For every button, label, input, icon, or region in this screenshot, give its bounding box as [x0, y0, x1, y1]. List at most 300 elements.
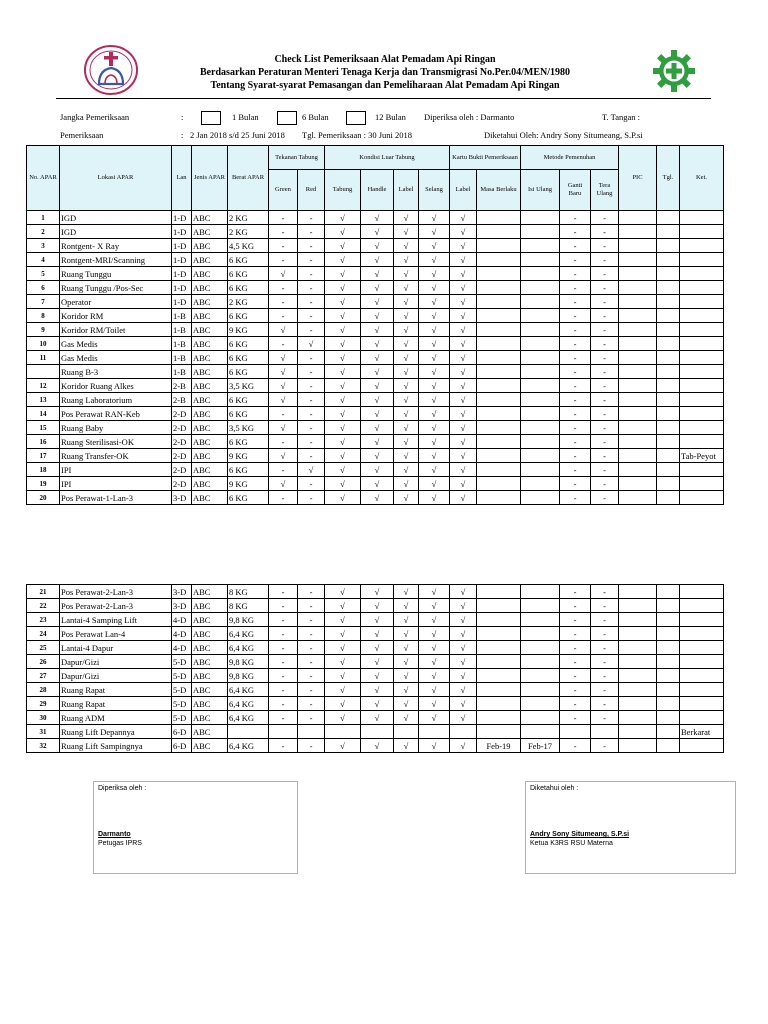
- diketahui-oleh: Diketahui Oleh: Andry Sony Situmeang, S.P.si: [484, 130, 643, 140]
- row-masa-berlaku: [477, 379, 521, 393]
- table-row: [27, 253, 724, 267]
- row-tgl: [657, 225, 680, 239]
- row-ket: [680, 295, 724, 309]
- row-pic: [619, 449, 657, 463]
- row-lokasi: Dapur/Gizi: [60, 669, 172, 683]
- tgl-pemeriksaan: Tgl. Pemeriksaan : 30 Juni 2018: [302, 130, 413, 140]
- row-ganti-baru: -: [560, 267, 591, 281]
- title-divider: [56, 98, 711, 99]
- row-pic: [619, 211, 657, 225]
- row-tabung: √: [325, 613, 361, 627]
- row-ganti-baru: -: [560, 365, 591, 379]
- row-lan: 5-D: [172, 683, 192, 697]
- table-row: [27, 295, 724, 309]
- row-tgl: [657, 739, 680, 753]
- row-masa-berlaku: [477, 683, 521, 697]
- row-kartu-label: √: [450, 337, 477, 351]
- row-ganti-baru: -: [560, 407, 591, 421]
- row-ket: [680, 211, 724, 225]
- row-ket: [680, 463, 724, 477]
- row-jenis: ABC: [192, 477, 228, 491]
- row-jenis: ABC: [192, 599, 228, 613]
- row-tera-ulang: -: [591, 337, 619, 351]
- row-tabung: √: [325, 365, 361, 379]
- row-tera-ulang: -: [591, 225, 619, 239]
- row-red: -: [298, 267, 325, 281]
- row-lokasi: Lantai-4 Samping Lift: [60, 613, 172, 627]
- row-isi-ulang: [521, 393, 560, 407]
- row-masa-berlaku: [477, 641, 521, 655]
- row-lokasi: Ruang Rapat: [60, 683, 172, 697]
- row-pic: [619, 683, 657, 697]
- row-label: √: [394, 739, 419, 753]
- row-label: √: [394, 599, 419, 613]
- row-tera-ulang: -: [591, 267, 619, 281]
- row-handle: √: [361, 421, 394, 435]
- row-berat: 9 KG: [228, 449, 269, 463]
- row-tgl: [657, 351, 680, 365]
- row-tabung: √: [325, 281, 361, 295]
- row-kartu-label: √: [450, 365, 477, 379]
- row-green: -: [269, 613, 298, 627]
- checkbox-6-bulan[interactable]: [277, 111, 297, 125]
- row-red: -: [298, 449, 325, 463]
- row-red: √: [298, 337, 325, 351]
- row-lan: 1-D: [172, 295, 192, 309]
- row-tera-ulang: -: [591, 641, 619, 655]
- row-kartu-label: √: [450, 323, 477, 337]
- row-green: -: [269, 697, 298, 711]
- row-tabung: √: [325, 379, 361, 393]
- row-isi-ulang: Feb-17: [521, 739, 560, 753]
- row-jenis: ABC: [192, 491, 228, 505]
- row-tera-ulang: -: [591, 253, 619, 267]
- row-tabung: √: [325, 449, 361, 463]
- row-lan: 5-D: [172, 655, 192, 669]
- row-kartu-label: √: [450, 281, 477, 295]
- row-green: -: [269, 253, 298, 267]
- row-tabung: √: [325, 669, 361, 683]
- signature-label: Diketahui oleh :: [530, 785, 579, 792]
- col-header-berat: Berat APAR: [228, 146, 269, 211]
- row-ganti-baru: -: [560, 239, 591, 253]
- row-tera-ulang: -: [591, 351, 619, 365]
- row-isi-ulang: [521, 711, 560, 725]
- row-isi-ulang: [521, 655, 560, 669]
- table-row: [27, 477, 724, 491]
- row-no: 2: [27, 225, 60, 239]
- table-row: [27, 613, 724, 627]
- row-no: 15: [27, 421, 60, 435]
- row-lokasi: Ruang ADM: [60, 711, 172, 725]
- row-lokasi: IGD: [60, 225, 172, 239]
- row-ket: [680, 281, 724, 295]
- row-selang: √: [419, 407, 450, 421]
- row-selang: √: [419, 239, 450, 253]
- table-row: [27, 407, 724, 421]
- row-red: -: [298, 683, 325, 697]
- row-kartu-label: √: [450, 407, 477, 421]
- row-tera-ulang: -: [591, 239, 619, 253]
- row-tera-ulang: -: [591, 669, 619, 683]
- row-tera-ulang: -: [591, 365, 619, 379]
- row-tabung: √: [325, 225, 361, 239]
- row-kartu-label: √: [450, 393, 477, 407]
- col-header-lokasi: Lokasi APAR: [60, 146, 172, 211]
- row-green: -: [269, 463, 298, 477]
- row-handle: √: [361, 295, 394, 309]
- row-masa-berlaku: [477, 477, 521, 491]
- row-masa-berlaku: [477, 599, 521, 613]
- row-handle: √: [361, 711, 394, 725]
- row-tabung: √: [325, 463, 361, 477]
- row-isi-ulang: [521, 365, 560, 379]
- row-berat: 3,5 KG: [228, 379, 269, 393]
- row-selang: √: [419, 463, 450, 477]
- row-tera-ulang: -: [591, 421, 619, 435]
- row-jenis: ABC: [192, 225, 228, 239]
- row-tera-ulang: -: [591, 711, 619, 725]
- row-label: √: [394, 351, 419, 365]
- row-red: -: [298, 711, 325, 725]
- row-green: -: [269, 739, 298, 753]
- row-berat: 6,4 KG: [228, 739, 269, 753]
- row-masa-berlaku: [477, 323, 521, 337]
- row-isi-ulang: [521, 477, 560, 491]
- row-handle: √: [361, 683, 394, 697]
- row-selang: √: [419, 351, 450, 365]
- row-tabung: √: [325, 641, 361, 655]
- row-ganti-baru: -: [560, 351, 591, 365]
- row-pic: [619, 225, 657, 239]
- row-handle: √: [361, 585, 394, 599]
- row-lokasi: IGD: [60, 211, 172, 225]
- row-isi-ulang: [521, 239, 560, 253]
- row-masa-berlaku: [477, 655, 521, 669]
- row-ket: [680, 641, 724, 655]
- row-ganti-baru: -: [560, 393, 591, 407]
- row-isi-ulang: [521, 585, 560, 599]
- row-green: -: [269, 655, 298, 669]
- row-green: -: [269, 435, 298, 449]
- row-no: 9: [27, 323, 60, 337]
- col-header-handle: Handle: [361, 170, 394, 211]
- row-tgl: [657, 711, 680, 725]
- row-red: -: [298, 435, 325, 449]
- pemeriksaan-label: Pemeriksaan: [60, 130, 104, 140]
- row-ket: [680, 239, 724, 253]
- row-berat: 9 KG: [228, 477, 269, 491]
- row-tgl: [657, 725, 680, 739]
- row-jenis: ABC: [192, 697, 228, 711]
- table-row: [27, 393, 724, 407]
- row-ket: [680, 697, 724, 711]
- row-tabung: √: [325, 421, 361, 435]
- row-jenis: ABC: [192, 725, 228, 739]
- row-lokasi: Operator: [60, 295, 172, 309]
- row-red: -: [298, 421, 325, 435]
- row-label: √: [394, 309, 419, 323]
- row-green: [269, 725, 298, 739]
- row-green: √: [269, 393, 298, 407]
- row-no: 8: [27, 309, 60, 323]
- table-row: [27, 683, 724, 697]
- row-ganti-baru: -: [560, 421, 591, 435]
- row-selang: √: [419, 435, 450, 449]
- row-masa-berlaku: [477, 725, 521, 739]
- row-ket: [680, 585, 724, 599]
- table-row: [27, 379, 724, 393]
- signature-box-diperiksa: [93, 781, 298, 874]
- row-jenis: ABC: [192, 627, 228, 641]
- row-jenis: ABC: [192, 295, 228, 309]
- row-masa-berlaku: [477, 463, 521, 477]
- row-green: -: [269, 641, 298, 655]
- row-isi-ulang: [521, 309, 560, 323]
- row-tera-ulang: -: [591, 491, 619, 505]
- pemeriksaan-colon: :: [181, 130, 184, 140]
- row-isi-ulang: [521, 323, 560, 337]
- row-red: -: [298, 739, 325, 753]
- row-jenis: ABC: [192, 365, 228, 379]
- row-isi-ulang: [521, 281, 560, 295]
- row-lokasi: Dapur/Gizi: [60, 655, 172, 669]
- row-jenis: ABC: [192, 669, 228, 683]
- row-tera-ulang: -: [591, 393, 619, 407]
- row-tera-ulang: -: [591, 655, 619, 669]
- signature-role: Ketua K3RS RSU Materna: [530, 840, 613, 847]
- row-tabung: √: [325, 697, 361, 711]
- row-tgl: [657, 407, 680, 421]
- row-masa-berlaku: [477, 613, 521, 627]
- row-jenis: ABC: [192, 407, 228, 421]
- table-row: [27, 323, 724, 337]
- row-tera-ulang: -: [591, 599, 619, 613]
- row-no: [27, 365, 60, 379]
- row-handle: √: [361, 627, 394, 641]
- checkbox-12-bulan[interactable]: [346, 111, 366, 125]
- row-berat: 2 KG: [228, 211, 269, 225]
- row-lan: 2-B: [172, 393, 192, 407]
- table-row: [27, 669, 724, 683]
- row-tgl: [657, 669, 680, 683]
- row-selang: √: [419, 655, 450, 669]
- row-pic: [619, 463, 657, 477]
- row-masa-berlaku: [477, 627, 521, 641]
- row-selang: √: [419, 421, 450, 435]
- row-green: √: [269, 267, 298, 281]
- row-lan: 6-D: [172, 725, 192, 739]
- row-label: √: [394, 477, 419, 491]
- row-tabung: √: [325, 309, 361, 323]
- row-isi-ulang: [521, 211, 560, 225]
- row-tabung: √: [325, 337, 361, 351]
- col-header-ganti: Ganti Baru: [560, 170, 591, 211]
- row-berat: 6 KG: [228, 365, 269, 379]
- row-lokasi: Pos Perawat-2-Lan-3: [60, 585, 172, 599]
- row-berat: 8 KG: [228, 585, 269, 599]
- row-ket: [680, 337, 724, 351]
- row-red: -: [298, 323, 325, 337]
- row-isi-ulang: [521, 267, 560, 281]
- row-berat: 8 KG: [228, 599, 269, 613]
- row-jenis: ABC: [192, 683, 228, 697]
- row-handle: √: [361, 407, 394, 421]
- row-masa-berlaku: [477, 365, 521, 379]
- row-lan: 2-D: [172, 477, 192, 491]
- table-row: [27, 435, 724, 449]
- row-green: -: [269, 491, 298, 505]
- table-row: [27, 267, 724, 281]
- row-red: -: [298, 655, 325, 669]
- row-lokasi: Ruang Rapat: [60, 697, 172, 711]
- row-lan: 3-D: [172, 585, 192, 599]
- row-berat: 9,8 KG: [228, 669, 269, 683]
- row-selang: √: [419, 295, 450, 309]
- table-row: [27, 627, 724, 641]
- col-header-masa: Masa Berlaku: [477, 170, 521, 211]
- table-row: [27, 697, 724, 711]
- row-label: √: [394, 225, 419, 239]
- row-label: √: [394, 323, 419, 337]
- row-no: 25: [27, 641, 60, 655]
- row-kartu-label: [450, 725, 477, 739]
- row-masa-berlaku: [477, 337, 521, 351]
- row-isi-ulang: [521, 669, 560, 683]
- k3-safety-gear-icon: [652, 49, 696, 93]
- row-label: √: [394, 683, 419, 697]
- row-masa-berlaku: [477, 393, 521, 407]
- row-pic: [619, 337, 657, 351]
- row-isi-ulang: [521, 435, 560, 449]
- row-tabung: √: [325, 491, 361, 505]
- row-ket: [680, 627, 724, 641]
- row-ganti-baru: -: [560, 613, 591, 627]
- row-no: 3: [27, 239, 60, 253]
- row-tabung: √: [325, 627, 361, 641]
- row-kartu-label: √: [450, 295, 477, 309]
- row-isi-ulang: [521, 627, 560, 641]
- row-masa-berlaku: [477, 267, 521, 281]
- table-row: [27, 365, 724, 379]
- row-pic: [619, 655, 657, 669]
- row-tabung: √: [325, 683, 361, 697]
- col-header-red: Red: [298, 170, 325, 211]
- row-lokasi: Ruang Transfer-OK: [60, 449, 172, 463]
- row-berat: 6 KG: [228, 351, 269, 365]
- row-green: -: [269, 599, 298, 613]
- row-handle: √: [361, 365, 394, 379]
- jangka-label: Jangka Pemeriksaan: [60, 112, 130, 122]
- col-header-selang: Selang: [419, 170, 450, 211]
- row-label: √: [394, 393, 419, 407]
- row-tgl: [657, 211, 680, 225]
- row-masa-berlaku: [477, 697, 521, 711]
- table-row: [27, 739, 724, 753]
- row-ganti-baru: -: [560, 739, 591, 753]
- row-isi-ulang: [521, 225, 560, 239]
- row-selang: √: [419, 613, 450, 627]
- col-header-jenis: Jenis APAR: [192, 146, 228, 211]
- row-tabung: √: [325, 407, 361, 421]
- row-tgl: [657, 365, 680, 379]
- row-berat: [228, 725, 269, 739]
- row-lan: 3-D: [172, 599, 192, 613]
- row-lan: 5-D: [172, 697, 192, 711]
- row-isi-ulang: [521, 449, 560, 463]
- row-pic: [619, 669, 657, 683]
- row-berat: 2 KG: [228, 225, 269, 239]
- table-row: [27, 421, 724, 435]
- tanda-tangan-label: T. Tangan :: [602, 112, 641, 122]
- row-handle: √: [361, 379, 394, 393]
- row-lokasi: Rontgent-MRI/Scanning: [60, 253, 172, 267]
- row-tera-ulang: -: [591, 211, 619, 225]
- row-masa-berlaku: [477, 585, 521, 599]
- row-isi-ulang: [521, 379, 560, 393]
- row-tgl: [657, 393, 680, 407]
- row-selang: √: [419, 711, 450, 725]
- row-red: -: [298, 599, 325, 613]
- row-lan: 1-B: [172, 351, 192, 365]
- row-handle: √: [361, 239, 394, 253]
- row-masa-berlaku: [477, 491, 521, 505]
- row-selang: √: [419, 697, 450, 711]
- row-green: -: [269, 295, 298, 309]
- row-handle: √: [361, 599, 394, 613]
- row-pic: [619, 585, 657, 599]
- row-no: 13: [27, 393, 60, 407]
- row-jenis: ABC: [192, 711, 228, 725]
- row-tabung: √: [325, 253, 361, 267]
- row-handle: √: [361, 491, 394, 505]
- row-tgl: [657, 421, 680, 435]
- row-jenis: ABC: [192, 253, 228, 267]
- row-handle: √: [361, 613, 394, 627]
- row-ganti-baru: -: [560, 309, 591, 323]
- row-berat: 9,8 KG: [228, 655, 269, 669]
- row-ket: [680, 599, 724, 613]
- row-tgl: [657, 463, 680, 477]
- row-selang: √: [419, 599, 450, 613]
- hospital-emblem-icon: [83, 44, 139, 96]
- row-no: 28: [27, 683, 60, 697]
- row-green: -: [269, 407, 298, 421]
- row-berat: 6 KG: [228, 491, 269, 505]
- col-header-ket: Ket.: [680, 146, 724, 211]
- row-jenis: ABC: [192, 435, 228, 449]
- row-kartu-label: √: [450, 211, 477, 225]
- row-ket: [680, 711, 724, 725]
- col-header-kartu-label: Label: [450, 170, 477, 211]
- row-label: √: [394, 211, 419, 225]
- row-ket: [680, 393, 724, 407]
- row-lokasi: Ruang Lift Sampingnya: [60, 739, 172, 753]
- checkbox-1-bulan[interactable]: [201, 111, 221, 125]
- row-tgl: [657, 295, 680, 309]
- table-row: [27, 491, 724, 505]
- row-handle: √: [361, 435, 394, 449]
- row-jenis: ABC: [192, 613, 228, 627]
- row-tgl: [657, 309, 680, 323]
- table-row: [27, 309, 724, 323]
- col-header-kartu: Kartu Bukti Pemeriksaan: [450, 146, 521, 170]
- row-jenis: ABC: [192, 379, 228, 393]
- row-selang: √: [419, 683, 450, 697]
- row-kartu-label: √: [450, 225, 477, 239]
- row-tera-ulang: -: [591, 463, 619, 477]
- row-tabung: √: [325, 655, 361, 669]
